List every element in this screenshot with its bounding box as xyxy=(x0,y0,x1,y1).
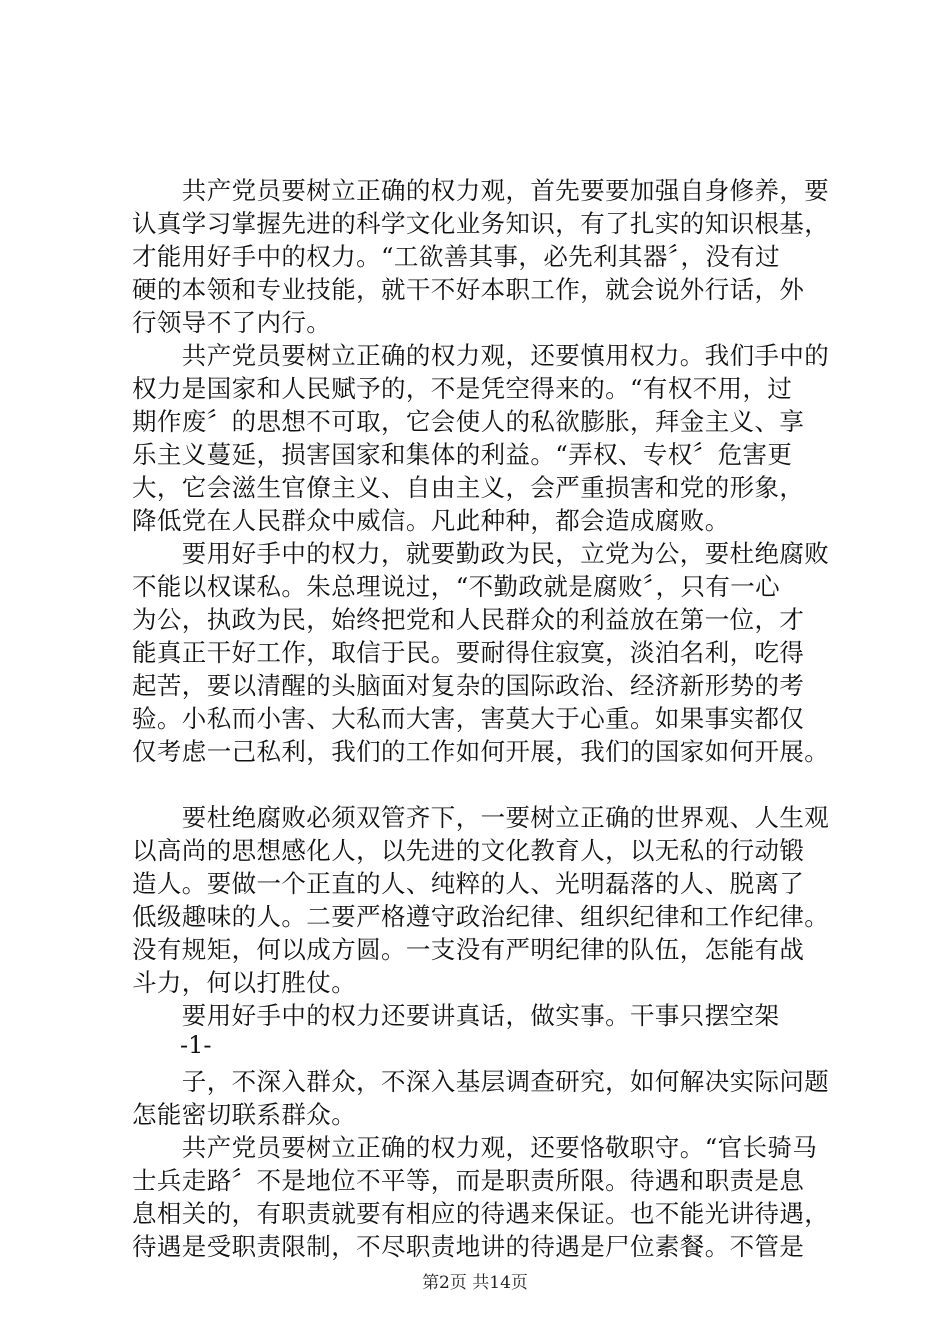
text-line: 期作废〞的思想不可取，它会使人的私欲膨胀，拜金主义、享 xyxy=(132,407,805,436)
text-line: 权力是国家和人民赋予的，不是凭空得来的。“有权不用，过 xyxy=(132,374,793,403)
text-line: 降低党在人民群众中威信。凡此种种，都会造成腐败。 xyxy=(132,506,730,535)
text-line: 共产党员要树立正确的权力观，首先要要加强自身修养，要 xyxy=(132,176,830,205)
text-line: 息相关的，有职责就要有相应的待遇来保证。也不能光讲待遇， xyxy=(132,1199,830,1228)
text-line: 士兵走路〞不是地位不平等，而是职责所限。待遇和职责是息 xyxy=(132,1166,805,1195)
inner-page-marker: -1- xyxy=(180,1031,212,1059)
text-line: 仅考虑一己私利，我们的工作如何开展，我们的国家如何开展。 xyxy=(132,737,830,766)
text-line: 大，它会滋生官僚主义、自由主义，会严重损害和党的形象， xyxy=(132,473,805,502)
text-line: 认真学习掌握先进的科学文化业务知识，有了扎实的知识根基， xyxy=(132,209,830,238)
text-line: 怎能密切联系群众。 xyxy=(132,1100,357,1129)
text-line: 造人。要做一个正直的人、纯粹的人、光明磊落的人、脱离了 xyxy=(132,869,805,898)
text-line: 共产党员要树立正确的权力观，还要恪敬职守。“官长骑马 xyxy=(132,1133,818,1162)
text-line: 不能以权谋私。朱总理说过，“不勤政就是腐败〞，只有一心 xyxy=(132,572,781,601)
text-line: 要用好手中的权力还要讲真话，做实事。干事只摆空架 xyxy=(132,1001,780,1030)
text-line: 行领导不了内行。 xyxy=(132,308,332,337)
text-line: 硬的本领和专业技能，就干不好本职工作，就会说外行话，外 xyxy=(132,275,805,304)
text-line: 起苦，要以清醒的头脑面对复杂的国际政治、经济新形势的考 xyxy=(132,671,805,700)
text-line: 乐主义蔓延，损害国家和集体的利益。“弄权、专权〞危害更 xyxy=(132,440,793,469)
text-line: 待遇是受职责限制，不尽职责地讲的待遇是尸位素餐。不管是 xyxy=(132,1232,805,1261)
text-line: 能真正干好工作，取信于民。要耐得住寂寞，淡泊名利，吃得 xyxy=(132,638,805,667)
text-line: 要杜绝腐败必须双管齐下，一要树立正确的世界观、人生观 xyxy=(132,803,830,832)
text-line: 低级趣味的人。二要严格遵守政治纪律、组织纪律和工作纪律。 xyxy=(132,902,830,931)
page-footer: 第2页 共14页 xyxy=(422,1273,528,1293)
text-line: 以高尚的思想感化人，以先进的文化教育人，以无私的行动锻 xyxy=(132,836,805,865)
text-line: 斗力，何以打胜仗。 xyxy=(132,968,357,997)
text-line: 子，不深入群众，不深入基层调查研究，如何解决实际问题 xyxy=(132,1067,830,1096)
text-line: 没有规矩，何以成方圆。一支没有严明纪律的队伍，怎能有战 xyxy=(132,935,805,964)
text-line: 要用好手中的权力，就要勤政为民，立党为公，要杜绝腐败 xyxy=(132,539,830,568)
text-line: 验。小私而小害、大私而大害，害莫大于心重。如果事实都仅 xyxy=(132,704,805,733)
text-line: 共产党员要树立正确的权力观，还要慎用权力。我们手中的 xyxy=(132,341,830,370)
text-line: 才能用好手中的权力。“工欲善其事，必先利其器〞，没有过 xyxy=(132,242,781,271)
text-line: 为公，执政为民，始终把党和人民群众的利益放在第一位，才 xyxy=(132,605,805,634)
